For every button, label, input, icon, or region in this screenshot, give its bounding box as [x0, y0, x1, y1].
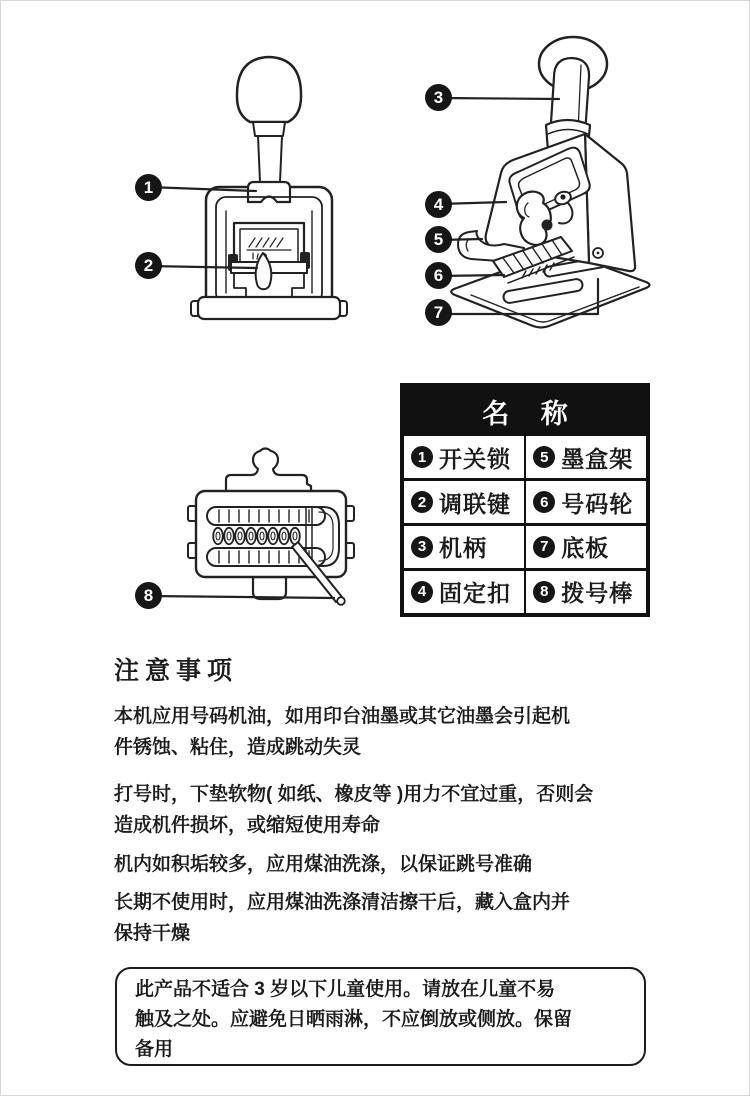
part-label: 拨号棒 — [561, 580, 634, 607]
part-number-badge: 3 — [411, 536, 433, 558]
part-number-badge: 6 — [533, 491, 555, 513]
callout-badge-6: 6 — [425, 262, 452, 289]
part-number-badge: 7 — [533, 536, 555, 558]
parts-table-cell — [404, 571, 524, 613]
parts-table-cell — [526, 526, 646, 568]
part-label: 开关锁 — [439, 445, 511, 472]
part-label: 号码轮 — [561, 490, 634, 517]
part-label: 墨盒架 — [561, 445, 634, 472]
notice-heading: 注意事项 — [114, 657, 239, 685]
paragraph-line: 打号时，下垫软物( 如纸、橡皮等 )用力不宜过重，否则会 — [114, 784, 594, 805]
paragraph-line: 保持干燥 — [114, 923, 191, 944]
part-label: 固定扣 — [439, 580, 511, 607]
warning-line: 触及之处。应避免日晒雨淋，不应倒放或侧放。保留 — [135, 1009, 573, 1030]
paragraph-line: 件锈蚀、粘住，造成跳动失灵 — [114, 737, 362, 758]
notice-paragraph-4 — [114, 887, 654, 949]
callout-badge-2: 2 — [135, 252, 162, 279]
parts-table-cell — [526, 571, 646, 613]
part-label: 机柄 — [439, 535, 487, 562]
part-number-badge: 8 — [533, 581, 555, 603]
callout-badge-8: 8 — [135, 582, 162, 609]
paragraph-line: 长期不使用时，应用煤油洗涤清洁擦干后，藏入盒内并 — [114, 892, 571, 913]
part-label: 底板 — [561, 535, 610, 562]
parts-table-cell — [404, 526, 524, 568]
notice-paragraph-3 — [114, 849, 654, 880]
parts-table-cell — [526, 481, 646, 523]
parts-table-title: 名 称 — [404, 387, 646, 436]
callout-badge-1: 1 — [135, 174, 162, 201]
paragraph-line: 本机应用号码机油，如用印台油墨或其它油墨会引起机 — [114, 706, 571, 727]
front-view-diagram — [191, 57, 347, 319]
parts-table-cell — [404, 436, 524, 478]
warning-line: 备用 — [135, 1039, 174, 1060]
paragraph-line: 机内如积垢较多，应用煤油洗涤，以保证跳号准确 — [114, 854, 533, 875]
part-number-badge: 2 — [411, 491, 433, 513]
callout-badge-3: 3 — [425, 84, 452, 111]
perspective-view-diagram — [451, 37, 649, 328]
part-number-badge: 4 — [411, 581, 433, 603]
callout-badge-5: 5 — [425, 226, 452, 253]
warning-line: 此产品不适合 3 岁以下儿童使用。请放在儿童不易 — [135, 979, 556, 1000]
parts-table-grid — [404, 436, 646, 613]
part-number-badge: 1 — [411, 446, 433, 468]
bottom-view-diagram — [188, 449, 354, 605]
notice-paragraph-1 — [114, 701, 654, 763]
part-number-badge: 5 — [533, 446, 555, 468]
callout-badge-7: 7 — [425, 299, 452, 326]
parts-table — [400, 383, 650, 617]
callout-badge-4: 4 — [425, 191, 452, 218]
parts-table-cell — [526, 436, 646, 478]
paragraph-line: 造成机件损坏，或缩短使用寿命 — [114, 815, 381, 836]
notice-paragraph-2 — [114, 779, 654, 841]
parts-table-cell — [404, 481, 524, 523]
part-label: 调联键 — [439, 490, 511, 517]
warning-box — [115, 967, 646, 1066]
